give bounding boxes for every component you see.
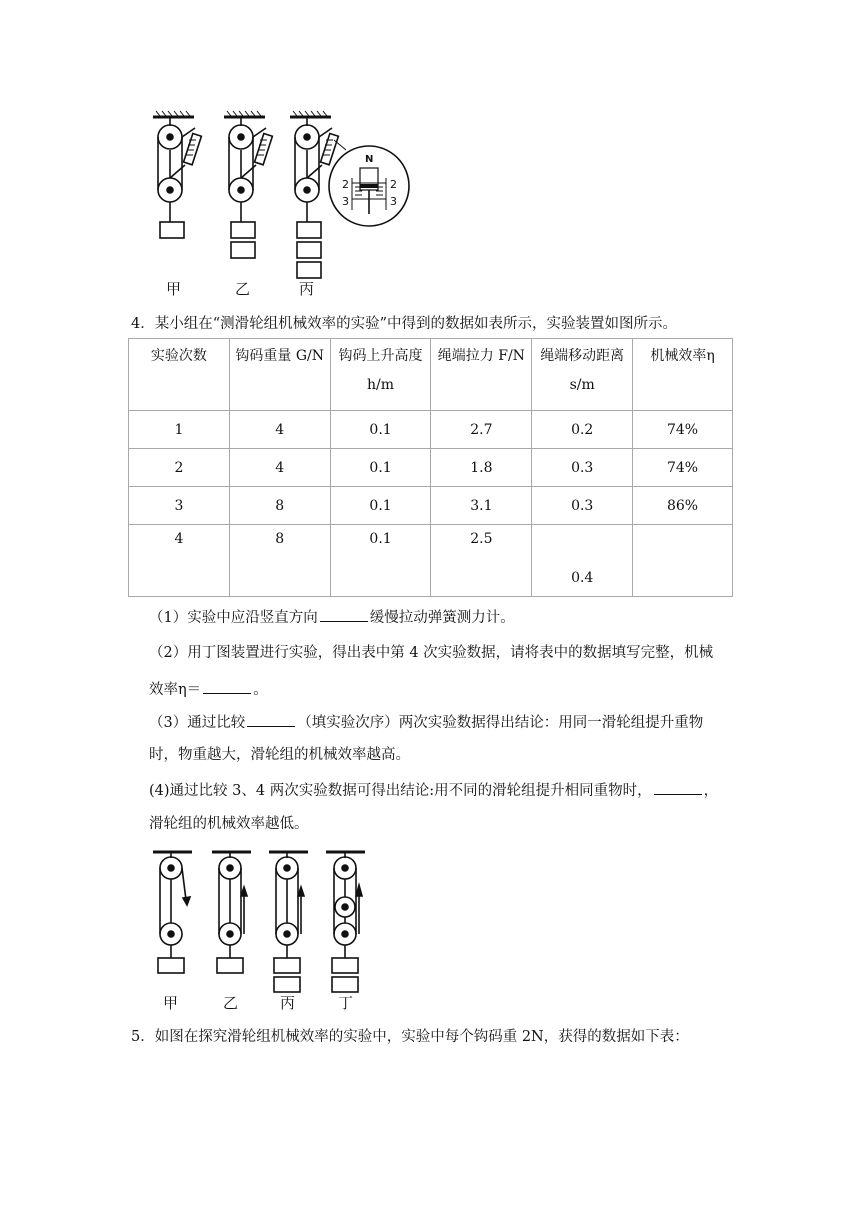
table-cell: 74% [633, 411, 733, 449]
table-cell: 0.1 [330, 411, 431, 449]
question-4-part-2-line-2: 效率η＝ 。 [149, 679, 268, 700]
table-row [129, 487, 733, 525]
pulley-figure-top [0, 0, 860, 300]
data-table [128, 338, 733, 597]
header-cell: 实验次数 [129, 339, 230, 411]
table-cell: 8 [229, 525, 330, 597]
question-4-part-1: （1）实验中应沿竖直方向 缓慢拉动弹簧测力计。 [149, 607, 515, 628]
table-cell: 4 [129, 525, 230, 597]
table-cell: 2.5 [431, 525, 532, 597]
table-cell: 0.3 [532, 487, 633, 525]
table-cell: 86% [633, 487, 733, 525]
question-4-part-4-line-1: (4)通过比较 3、4 两次实验数据可得出结论:用不同的滑轮组提升相同重物时， ， [149, 780, 718, 801]
question-4-part-3-line-2: 时，物重越大，滑轮组的机械效率越高。 [149, 747, 410, 763]
header-cell: 绳端移动距离 s/m [532, 339, 633, 411]
answer-blank[interactable] [247, 712, 295, 727]
table-cell: 2 [129, 449, 230, 487]
header-cell: 机械效率η [633, 339, 733, 411]
inset-mark-right-2: 2 [390, 178, 397, 191]
table-cell: 1.8 [431, 449, 532, 487]
question-4-part-2-line-1: （2）用丁图装置进行实验，得出表中第 4 次实验数据，请将表中的数据填写完整，机械 [149, 645, 714, 661]
table-header-row [129, 339, 733, 411]
table-cell [633, 525, 733, 597]
table-cell: 0.2 [532, 411, 633, 449]
question-4-part-4-line-2: 滑轮组的机械效率越低。 [149, 816, 309, 832]
table-row [129, 525, 733, 597]
table-cell: 3 [129, 487, 230, 525]
table-cell: 0.4 [532, 525, 633, 597]
table-row [129, 449, 733, 487]
figure2-label-ding: 丁 [338, 994, 354, 1012]
header-cell: 钩码上升高度 h/m [330, 339, 431, 411]
table-row [129, 411, 733, 449]
inset-mark-right-3: 3 [390, 195, 397, 208]
table-cell: 0.1 [330, 525, 431, 597]
answer-blank[interactable] [203, 679, 251, 694]
table-cell: 74% [633, 449, 733, 487]
answer-blank[interactable] [320, 607, 368, 622]
question-5-stem: 5．如图在探究滑轮组机械效率的实验中，实验中每个钩码重 2N，获得的数据如下表： [131, 1029, 689, 1045]
figure2-label-yi: 乙 [223, 994, 239, 1012]
inset-mark-left-2: 2 [342, 178, 349, 191]
figure-label-bing: 丙 [299, 280, 315, 298]
table-cell: 0.3 [532, 449, 633, 487]
header-cell: 钩码重量 G/N [229, 339, 330, 411]
header-cell: 绳端拉力 F/N [431, 339, 532, 411]
table-cell: 8 [229, 487, 330, 525]
table-cell: 2.7 [431, 411, 532, 449]
table-cell: 0.1 [330, 487, 431, 525]
table-cell: 1 [129, 411, 230, 449]
table-cell: 4 [229, 411, 330, 449]
figure-label-yi: 乙 [235, 280, 251, 298]
table-cell: 4 [229, 449, 330, 487]
answer-blank[interactable] [654, 780, 702, 795]
figure-label-jia: 甲 [166, 280, 182, 298]
figure2-label-bing: 丙 [280, 994, 296, 1012]
table-cell: 0.1 [330, 449, 431, 487]
pulley-figure-bottom [0, 840, 860, 1040]
question-4-part-3-line-1: （3）通过比较 （填实验次序）两次实验数据得出结论：用同一滑轮组提升重物 [149, 712, 703, 733]
inset-unit-n: N [365, 154, 374, 165]
question-4-stem: 4．某小组在“测滑轮组机械效率的实验”中得到的数据如表所示，实验装置如图所示。 [131, 316, 678, 332]
inset-mark-left-3: 3 [342, 195, 349, 208]
table-cell: 3.1 [431, 487, 532, 525]
figure2-label-jia: 甲 [163, 994, 179, 1012]
